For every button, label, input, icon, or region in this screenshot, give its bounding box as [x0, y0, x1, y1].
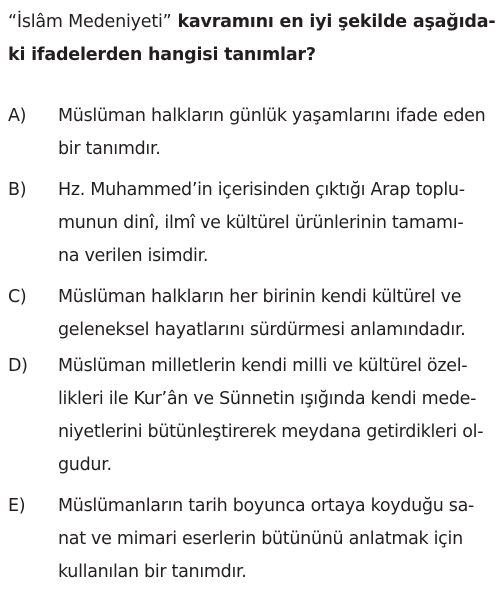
question-text-bold-1: kavramını en iyi şekilde aşağıda-	[171, 12, 496, 32]
option-d[interactable]	[8, 350, 500, 482]
option-e-letter: E)	[8, 496, 26, 516]
option-e[interactable]	[8, 490, 500, 589]
option-c-line-1: Müslüman halkların her birinin kendi kültürel ve	[58, 287, 462, 307]
option-d-line-3: niyetlerini bütünleştirerek meydana getirdikleri ol-	[58, 422, 484, 442]
option-e-line-1: Müslümanların tarih boyunca ortaya koyduğu sa-	[58, 496, 475, 516]
option-a-letter: A)	[8, 106, 27, 126]
option-a-line-2: bir tanımdır.	[58, 139, 161, 159]
option-c-line-2: geleneksel hayatlarını sürdürmesi anlamındadır.	[58, 320, 466, 340]
option-b-letter: B)	[8, 180, 27, 200]
option-c-letter: C)	[8, 287, 27, 307]
question-line-1	[8, 6, 500, 39]
option-d-line-4: gudur.	[58, 455, 112, 475]
option-c[interactable]	[8, 281, 500, 347]
option-a[interactable]	[8, 100, 500, 166]
option-e-line-2: nat ve mimari eserlerin bütününü anlatmak için	[58, 529, 463, 549]
option-b-line-2: munun dinî, ilmî ve kültürel ürünlerinin tamamı-	[58, 213, 464, 233]
question-text-bold-2: ki ifadelerden hangisi tanımlar?	[8, 45, 316, 65]
option-d-letter: D)	[8, 356, 28, 376]
answer-options	[8, 100, 500, 589]
option-b-line-1: Hz. Muhammed’in içerisinden çıktığı Arap toplu-	[58, 180, 465, 200]
option-b-line-3: na verilen isimdir.	[58, 246, 209, 266]
option-a-line-1: Müslüman halkların günlük yaşamlarını ifade eden	[58, 106, 486, 126]
option-d-line-1: Müslüman milletlerin kendi milli ve kültürel özel-	[58, 356, 468, 376]
question-stem	[8, 6, 500, 72]
option-d-line-2: likleri ile Kur’ân ve Sünnetin ışığında kendi mede-	[58, 389, 477, 409]
option-b[interactable]	[8, 174, 500, 273]
option-e-line-3: kullanılan bir tanımdır.	[58, 562, 247, 582]
question-quoted-term: “İslâm Medeniyeti”	[8, 12, 172, 32]
